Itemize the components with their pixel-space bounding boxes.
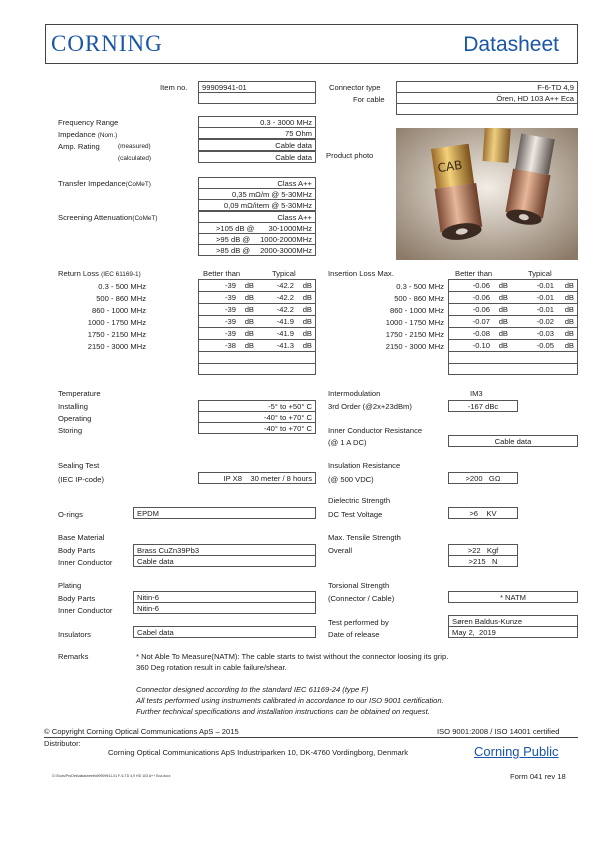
table-row: [199, 364, 315, 376]
tensile-kgf: >22 Kgf: [448, 544, 518, 556]
table-row: [449, 352, 577, 364]
table-row: [449, 328, 577, 340]
third-order-label: 3rd Order (@2x+23dBm): [328, 402, 412, 411]
return-loss-better: Better than: [203, 269, 241, 278]
transfer-v1: Class A++: [198, 177, 316, 189]
typical-value: [511, 364, 557, 376]
form-rev: Form 041 rev 18: [510, 772, 566, 781]
typical-value: -41.9: [276, 317, 294, 326]
screening-v1: Class A++: [198, 211, 316, 223]
insulators-label: Insulators: [58, 630, 91, 639]
impedance-note: (Nom.): [97, 132, 118, 139]
table-row: [199, 316, 315, 328]
frequency-label: 500 - 860 MHz: [96, 294, 146, 303]
screening-v3b: 1000-2000MHz: [260, 234, 312, 244]
typical-value: -42.2: [276, 281, 294, 290]
typical-unit: dB: [564, 305, 574, 314]
better-value: -0.06: [472, 293, 490, 302]
insulation-note: (@ 500 VDC): [328, 475, 374, 484]
insertion-loss-typical: Typical: [528, 269, 552, 278]
table-row: [449, 304, 577, 316]
copyright: © Copyright Corning Optical Communications ApS – 2015: [44, 727, 239, 736]
remarks-line2: 360 Deg rotation result in cable failure/shear.: [136, 663, 287, 672]
frequency-label: 2150 - 3000 MHz: [385, 342, 444, 351]
better-value: [199, 352, 239, 363]
better-value: -38: [225, 341, 236, 350]
operating-value: -40° to +70° C: [198, 411, 316, 423]
file-path: G:\Tools\ProDes\datasheets\99909941-01 F-6-TD 4,9 HD 103 A++ Eca.docx: [52, 774, 171, 778]
corning-public-link[interactable]: Corning Public: [474, 744, 559, 759]
dielectric-value: >6 KV: [448, 507, 518, 519]
typical-value: -0.01: [536, 293, 554, 302]
better-unit: dB: [498, 329, 508, 338]
dielectric-label: Dielectric Strength: [328, 496, 391, 505]
orings-value: EPDM: [133, 507, 316, 519]
frequency-label: 1000 - 1750 MHz: [87, 318, 146, 327]
storing-label: Storing: [58, 426, 83, 435]
typical-unit: [557, 364, 577, 376]
typical-unit: dB: [302, 317, 312, 326]
better-value: -0.10: [472, 341, 490, 350]
better-value: -39: [225, 317, 236, 326]
connector-type-label: Connector type: [329, 83, 381, 92]
freq-label: Frequency Range: [58, 118, 119, 127]
plating-inner-label: Inner Conductor: [58, 606, 113, 615]
corning-logo: CORNING: [51, 31, 163, 56]
footer-divider: [44, 737, 578, 738]
screening-v4b: 2000-3000MHz: [260, 245, 312, 255]
better-unit: dB: [244, 305, 254, 314]
return-loss-grid: [198, 279, 316, 375]
svg-text:CAB: CAB: [436, 157, 464, 176]
product-photo-label: Product photo: [326, 151, 374, 160]
screening-v2a: >105 dB @: [216, 223, 255, 233]
table-row: [449, 280, 577, 292]
frequency-label: 2150 - 3000 MHz: [87, 342, 146, 351]
typical-value: -0.03: [536, 329, 554, 338]
better-unit: dB: [498, 341, 508, 350]
torsional-label: Torsional Strength: [328, 581, 390, 590]
typical-unit: dB: [564, 293, 574, 302]
better-unit: dB: [498, 305, 508, 314]
amp-measured: (measured): [118, 143, 151, 150]
plating-body-value: Nitin-6: [133, 591, 316, 603]
typical-value: -0.02: [536, 317, 554, 326]
better-value: [199, 364, 239, 376]
amp-label: Amp. Rating: [58, 142, 100, 151]
icr-value: Cable data: [448, 435, 578, 447]
typical-value: [257, 352, 297, 363]
better-value: [449, 364, 493, 376]
intermod-value: -167 dBc: [448, 400, 518, 412]
table-row: [199, 352, 315, 364]
item-empty: [198, 92, 316, 104]
item-value: 99909941-01: [198, 81, 316, 93]
test-by-label: Test performed by: [328, 618, 389, 627]
amp-calculated-value: Cable data: [198, 151, 316, 163]
base-body-label: Body Parts: [58, 546, 96, 555]
better-value: -0.07: [472, 317, 490, 326]
tensile-overall-label: Overall: [328, 546, 353, 555]
typical-unit: dB: [564, 341, 574, 350]
better-unit: dB: [244, 329, 254, 338]
installing-value: -5° to +50° C: [198, 400, 316, 412]
better-value: -39: [225, 293, 236, 302]
screening-note: (CoMeT): [132, 215, 158, 222]
frequency-label: 500 - 860 MHz: [394, 294, 444, 303]
installing-label: Installing: [58, 402, 88, 411]
typical-unit: dB: [302, 329, 312, 338]
sealing-note: (IEC IP-code): [58, 475, 104, 484]
better-unit: dB: [244, 341, 254, 350]
typical-value: -0.01: [536, 281, 554, 290]
better-value: -39: [225, 305, 236, 314]
better-value: -0.06: [472, 281, 490, 290]
item-label: Item no.: [160, 83, 188, 92]
for-cable-label: For cable: [353, 95, 385, 104]
frequency-label: 860 - 1000 MHz: [389, 306, 444, 315]
sealing-value: IP X8 30 meter / 8 hours: [198, 472, 316, 484]
frequency-label: 1750 - 2150 MHz: [385, 330, 444, 339]
typical-unit: dB: [564, 281, 574, 290]
better-value: -0.06: [472, 305, 490, 314]
typical-value: [511, 352, 557, 363]
sealing-label: Sealing Test: [58, 461, 100, 470]
typical-value: -0.01: [536, 305, 554, 314]
better-unit: [239, 364, 257, 376]
table-row: [199, 292, 315, 304]
plating-body-label: Body Parts: [58, 594, 96, 603]
base-label: Base Material: [58, 533, 105, 542]
better-unit: dB: [498, 317, 508, 326]
address: Corning Optical Communications ApS Industriparken 10, DK-4760 Vordingborg, Denmark: [108, 748, 409, 757]
transfer-label: Transfer Impedance: [58, 179, 126, 188]
operating-label: Operating: [58, 414, 92, 423]
better-unit: [239, 352, 257, 363]
intermod-label: Intermodulation: [328, 389, 381, 398]
notes-line1: Connector designed according to the standard IEC 61169-24 (type F): [136, 685, 369, 694]
torsional-note: (Connector / Cable): [328, 594, 395, 603]
impedance-label: Impedance: [58, 130, 96, 139]
typical-value: [257, 364, 297, 376]
orings-label: O-rings: [58, 510, 83, 519]
better-value: -39: [225, 329, 236, 338]
release-value: May 2, 2019: [448, 626, 578, 638]
test-by-value: Søren Baldus-Kunze: [448, 615, 578, 627]
temperature-label: Temperature: [58, 389, 101, 398]
insulators-value: Cabel data: [133, 626, 316, 638]
frequency-label: 1000 - 1750 MHz: [385, 318, 444, 327]
im3-label: IM3: [470, 389, 483, 398]
base-inner-value: Cable data: [133, 555, 316, 567]
better-unit: dB: [244, 317, 254, 326]
better-unit: dB: [244, 293, 254, 302]
notes-line2: All tests performed using instruments calibrated in accordance to our ISO 9001 certification.: [136, 696, 444, 705]
return-loss-note: (IEC 61169-1): [101, 271, 141, 278]
better-value: -39: [225, 281, 236, 290]
typical-value: -41.3: [276, 341, 294, 350]
typical-unit: [297, 352, 315, 363]
page-title: Datasheet: [463, 33, 559, 56]
table-row: [199, 304, 315, 316]
insertion-loss-grid: [448, 279, 578, 375]
better-value: -0.08: [472, 329, 490, 338]
return-loss-typical: Typical: [272, 269, 296, 278]
impedance-value: 75 Ohm: [198, 127, 316, 139]
better-unit: [493, 352, 511, 363]
storing-value: -40° to +70° C: [198, 422, 316, 434]
typical-value: -42.2: [276, 293, 294, 302]
tensile-n: >215 N: [448, 555, 518, 567]
product-photo: [396, 128, 578, 260]
distributor-label: Distributor:: [44, 739, 81, 748]
typical-value: -42.2: [276, 305, 294, 314]
frequency-label: 0.3 - 500 MHz: [98, 282, 146, 291]
release-label: Date of release: [328, 630, 380, 639]
icr-note: (@ 1 A DC): [328, 438, 367, 447]
frequency-label: 1750 - 2150 MHz: [87, 330, 146, 339]
table-row: [199, 328, 315, 340]
transfer-v2: 0,35 mΩ/m @ 5-30MHz: [198, 188, 316, 200]
remarks-line1: * Not Able To Measure(NATM): The cable starts to twist without the connector loosing its grip.: [136, 652, 449, 661]
better-unit: [493, 364, 511, 376]
table-row: [449, 316, 577, 328]
typical-unit: [297, 364, 315, 376]
typical-value: -0.05: [536, 341, 554, 350]
base-body-value: Brass CuZn39Pb3: [133, 544, 316, 556]
typical-unit: dB: [564, 329, 574, 338]
amp-calculated: (calculated): [118, 155, 152, 162]
table-row: [199, 340, 315, 352]
insulation-value: >200 GΩ: [448, 472, 518, 484]
base-inner-label: Inner Conductor: [58, 558, 113, 567]
amp-measured-value: Cable data: [198, 139, 316, 151]
typical-unit: dB: [302, 305, 312, 314]
screening-label: Screening Attenuation: [58, 213, 133, 222]
better-unit: dB: [498, 293, 508, 302]
typical-unit: dB: [564, 317, 574, 326]
remarks-label: Remarks: [58, 652, 89, 661]
transfer-note: (CoMeT): [125, 181, 151, 188]
header-box: [45, 24, 578, 64]
screening-v2b: 30-1000MHz: [268, 223, 312, 233]
better-unit: dB: [244, 281, 254, 290]
iso-certified: ISO 9001:2008 / ISO 14001 certified: [437, 727, 560, 736]
frequency-label: 0.3 - 500 MHz: [396, 282, 444, 291]
plating-inner-value: Nitin-6: [133, 602, 316, 614]
frequency-label: 860 - 1000 MHz: [91, 306, 146, 315]
notes-line3: Further technical specifications and installation instructions can be obtained on request.: [136, 707, 430, 716]
for-cable-value: Ören, HD 103 A++ Eca: [396, 92, 578, 104]
better-value: [449, 352, 493, 363]
return-loss-label: Return Loss: [58, 269, 99, 278]
connector-type-value: F-6-TD 4,9: [396, 81, 578, 93]
table-row: [449, 364, 577, 376]
plating-label: Plating: [58, 581, 82, 590]
transfer-v3: 0,09 mΩ/item @ 5-30MHz: [198, 199, 316, 211]
insertion-loss-label: Insertion Loss Max.: [328, 269, 394, 278]
freq-value: 0.3 - 3000 MHz: [198, 116, 316, 128]
typical-unit: [557, 352, 577, 363]
torsional-value: * NATM: [448, 591, 578, 603]
connector-empty: [396, 103, 578, 115]
table-row: [449, 340, 577, 352]
typical-value: -41.9: [276, 329, 294, 338]
better-unit: dB: [498, 281, 508, 290]
screening-v4a: >85 dB @: [216, 245, 251, 255]
typical-unit: dB: [302, 341, 312, 350]
table-row: [449, 292, 577, 304]
insertion-loss-better: Better than: [455, 269, 493, 278]
typical-unit: dB: [302, 281, 312, 290]
dc-test-label: DC Test Voltage: [328, 510, 383, 519]
table-row: [199, 280, 315, 292]
screening-v3a: >95 dB @: [216, 234, 251, 244]
typical-unit: dB: [302, 293, 312, 302]
insulation-label: Insulation Resistance: [328, 461, 401, 470]
icr-label: Inner Conductor Resistance: [328, 426, 423, 435]
tensile-label: Max. Tensile Strength: [328, 533, 401, 542]
